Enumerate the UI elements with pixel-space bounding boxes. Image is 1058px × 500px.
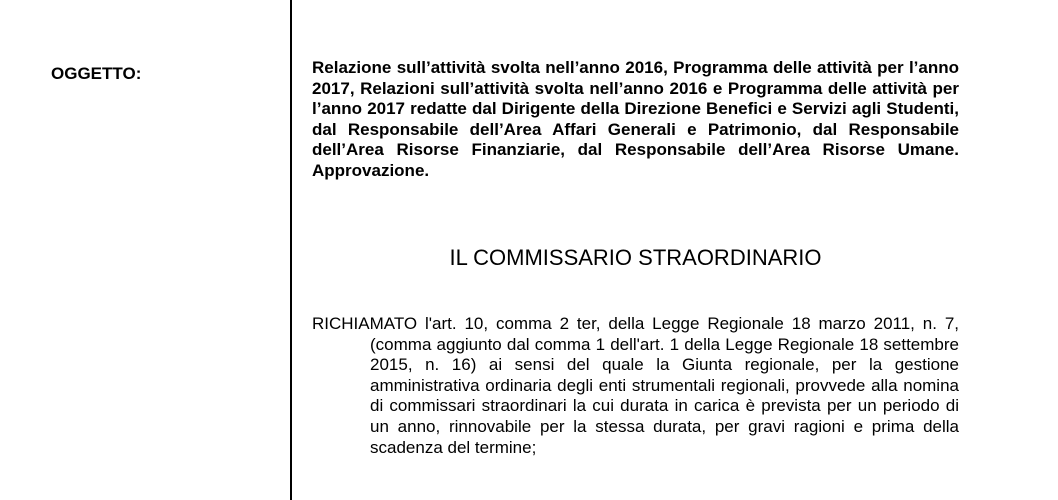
- section-heading: IL COMMISSARIO STRAORDINARIO: [449, 245, 822, 270]
- column-divider: [290, 0, 292, 500]
- oggetto-text: Relazione sull’attività svolta nell’anno 2016, Programma delle attività per l’anno 2017, Relazioni sull’attività svolta nell’anno 2016 e Programma delle attività per l’anno 2017 redatte dal Dirigente della Direzione Benefici e Servizi agli Studenti, dal Responsabile dell’Area Affari Generali e Patrimonio, dal Responsabile dell’Area Risorse Finanziarie, dal Responsabile dell’Area Risorse Umane. Approvazione.: [312, 58, 959, 180]
- richiamato-paragraph: RICHIAMATO l'art. 10, comma 2 ter, della Legge Regionale 18 marzo 2011, n. 7, (comma aggiunto dal comma 1 dell'art. 1 della Legge Regionale 18 settembre 2015, n. 16) ai sensi del quale la Giunta regionale, per la gestione amministrativa ordinaria degli enti strumentali regionali, provvede alla nomina di commissari straordinari la cui durata in carica è prevista per un periodo di un anno, rinnovabile per la stessa durata, per gravi ragioni e prima della scadenza del termine;: [312, 314, 959, 457]
- oggetto-label: OGGETTO:: [51, 64, 142, 83]
